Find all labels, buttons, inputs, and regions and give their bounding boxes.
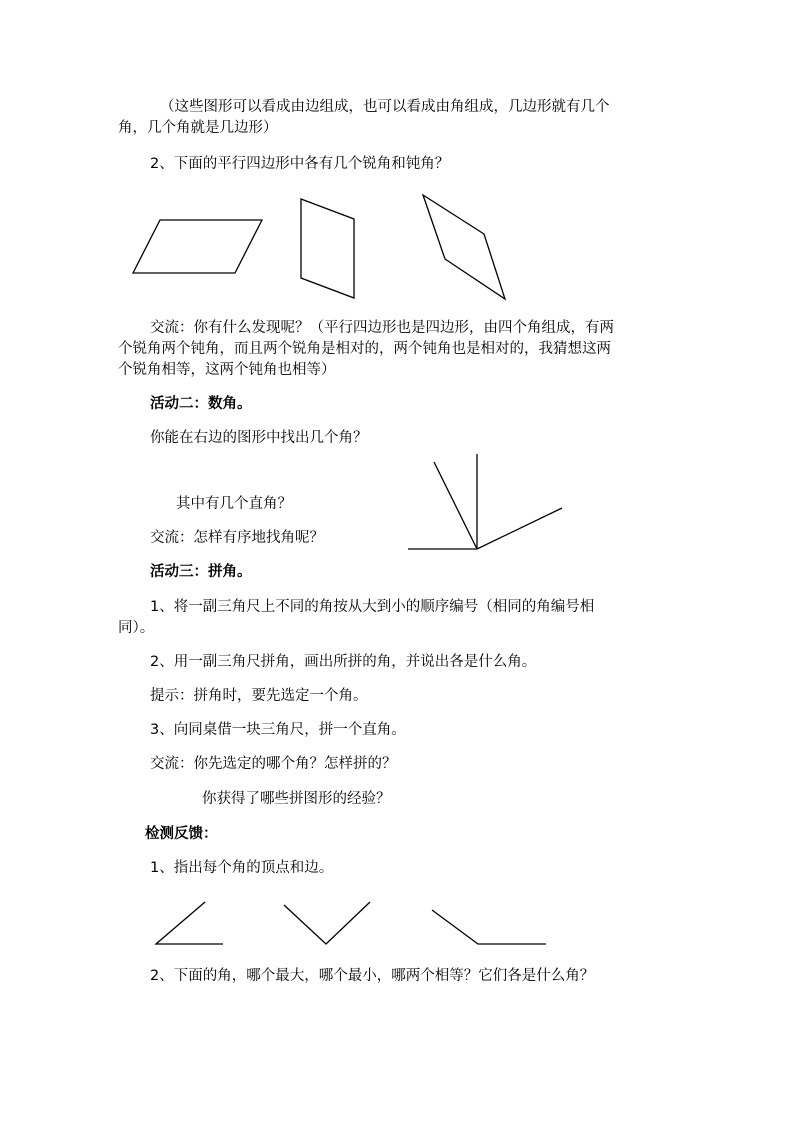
activity3-title: 活动三：拼角。 (150, 564, 252, 580)
parallelogram-1 (133, 220, 262, 273)
feedback-angle-2 (284, 902, 370, 944)
parallelogram-3 (423, 195, 505, 299)
activity2-question: 你能在右边的图形中找出几个角？ (150, 430, 368, 446)
feedback-title: 检测反馈： (145, 826, 218, 842)
angle-figure-right-ray (477, 508, 562, 549)
feedback-angle-1 (156, 902, 223, 944)
paragraph-line: 角，几个角就是几边形） (118, 120, 278, 136)
question-2: 2、下面的平行四边形中各有几个锐角和钝角？ (150, 156, 450, 172)
activity3-exchange-2: 你获得了哪些拼图形的经验？ (202, 791, 391, 807)
feedback-angle-3 (432, 910, 546, 944)
activity3-item1-cont: 同）。 (118, 620, 155, 636)
activity2-right-angle-question: 其中有几个直角？ (176, 496, 292, 512)
activity3-item2: 2、用一副三角尺拼角，画出所拼的角，并说出各是什么角。 (150, 654, 537, 670)
paragraph-line: （这些图形可以看成由边组成，也可以看成由角组成，几边形就有几个 (160, 99, 610, 115)
exchange-line: 个锐角两个钝角，而且两个锐角是相对的，两个钝角也是相对的，我猜想这两 (118, 341, 611, 357)
feedback-item2: 2、下面的角，哪个最大，哪个最小，哪两个相等？它们各是什么角？ (150, 968, 595, 984)
activity2-exchange: 交流：怎样有序地找角呢？ (150, 530, 324, 546)
feedback-item1: 1、指出每个角的顶点和边。 (150, 860, 334, 876)
activity3-hint: 提示：拼角时，要先选定一个角。 (150, 688, 368, 704)
parallelogram-2 (301, 199, 354, 298)
exchange-line: 交流：你有什么发现呢？（平行四边形也是四边形，由四个角组成，有两 (150, 320, 614, 336)
activity3-item3: 3、向同桌借一块三角尺，拼一个直角。 (150, 722, 406, 738)
exchange-line: 个锐角相等，这两个钝角也相等） (118, 362, 336, 378)
activity3-item1: 1、将一副三角尺上不同的角按从大到小的顺序编号（相同的角编号相 (150, 599, 595, 615)
activity3-exchange: 交流：你先选定的哪个角？怎样拼的？ (150, 756, 397, 772)
activity2-title: 活动二：数角。 (150, 396, 252, 412)
angle-figure-left-ray (434, 462, 477, 549)
